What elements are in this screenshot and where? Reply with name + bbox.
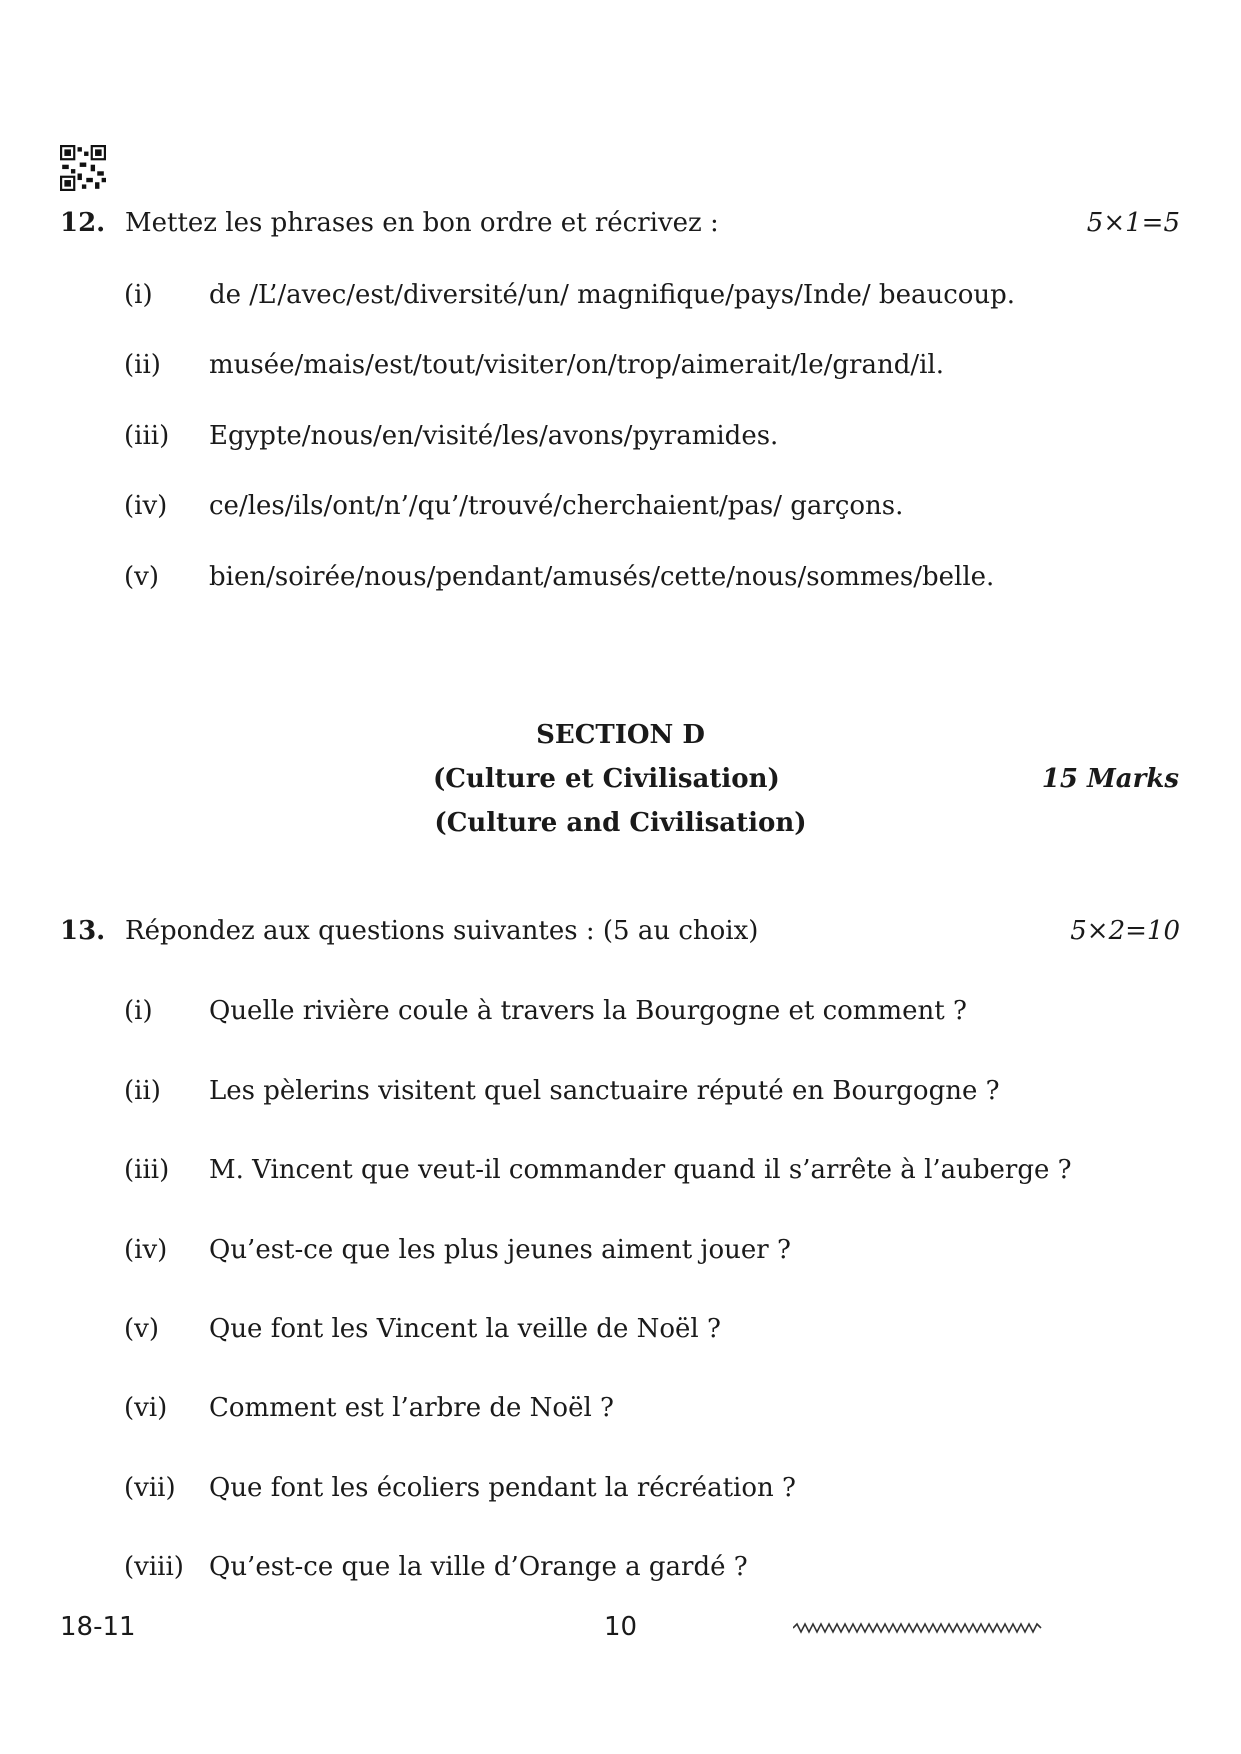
item-label: (ii) <box>124 1076 161 1106</box>
item-label: (v) <box>124 562 159 592</box>
item-label: (vii) <box>124 1473 176 1503</box>
section-subtitle-en: (Culture and Civilisation) <box>434 808 807 838</box>
item-text: musée/mais/est/tout/visiter/on/trop/aimerait/le/grand/il. <box>209 350 945 380</box>
list-item <box>124 996 1124 1036</box>
item-label: (ii) <box>124 350 161 380</box>
item-text: Comment est l’arbre de Noël ? <box>209 1393 614 1423</box>
item-text: bien/soirée/nous/pendant/amusés/cette/nous/sommes/belle. <box>209 562 995 592</box>
question-number: 13. <box>60 916 106 946</box>
question-13-header <box>60 916 1180 956</box>
item-label: (iii) <box>124 421 170 451</box>
list-item <box>124 1393 1124 1433</box>
question-marks: 5×1=5 <box>1086 208 1180 238</box>
question-instruction: Mettez les phrases en bon ordre et récrivez : <box>125 208 719 238</box>
question-instruction: Répondez aux questions suivantes : (5 au choix) <box>125 916 759 946</box>
section-title: SECTION D <box>536 720 705 750</box>
list-item <box>124 1235 1124 1275</box>
list-item <box>124 1314 1124 1354</box>
page-number: 10 <box>603 1612 638 1642</box>
item-label: (iii) <box>124 1155 170 1185</box>
item-label: (iv) <box>124 1235 168 1265</box>
list-item <box>124 421 1124 461</box>
item-text: Les pèlerins visitent quel sanctuaire réputé en Bourgogne ? <box>209 1076 1000 1106</box>
item-label: (i) <box>124 996 153 1026</box>
item-text: ce/les/ils/ont/n’/qu’/trouvé/cherchaient/pas/ garçons. <box>209 491 904 521</box>
item-text: Qu’est-ce que les plus jeunes aiment jouer ? <box>209 1235 791 1265</box>
question-marks: 5×2=10 <box>1070 916 1180 946</box>
paper-code: 18-11 <box>60 1612 136 1642</box>
item-label: (vi) <box>124 1393 168 1423</box>
list-item <box>124 1473 1124 1513</box>
item-text: Quelle rivière coule à travers la Bourgogne et comment ? <box>209 996 967 1026</box>
item-text: Egypte/nous/en/visité/les/avons/pyramides. <box>209 421 779 451</box>
item-text: Qu’est-ce que la ville d’Orange a gardé ? <box>209 1552 748 1582</box>
list-item <box>124 491 1124 531</box>
item-text: Que font les Vincent la veille de Noël ? <box>209 1314 721 1344</box>
section-subtitle-fr: (Culture et Civilisation) <box>433 764 780 794</box>
list-item <box>124 1155 1124 1195</box>
item-text: de /L’/avec/est/diversité/un/ magnifique/pays/Inde/ beaucoup. <box>209 280 1016 310</box>
item-label: (iv) <box>124 491 168 521</box>
question-12-header <box>60 208 1180 248</box>
list-item <box>124 350 1124 390</box>
list-item <box>124 1076 1124 1116</box>
qr-code <box>60 145 106 191</box>
item-label: (i) <box>124 280 153 310</box>
list-item <box>124 280 1124 320</box>
item-text: M. Vincent que veut-il commander quand il s’arrête à l’auberge ? <box>209 1155 1072 1185</box>
item-label: (viii) <box>124 1552 184 1582</box>
question-number: 12. <box>60 208 106 238</box>
item-text: Que font les écoliers pendant la récréation ? <box>209 1473 796 1503</box>
section-marks: 15 Marks <box>1041 764 1179 794</box>
squiggle-line-decoration <box>793 1620 1043 1636</box>
list-item <box>124 562 1124 602</box>
item-label: (v) <box>124 1314 159 1344</box>
list-item <box>124 1552 1124 1592</box>
